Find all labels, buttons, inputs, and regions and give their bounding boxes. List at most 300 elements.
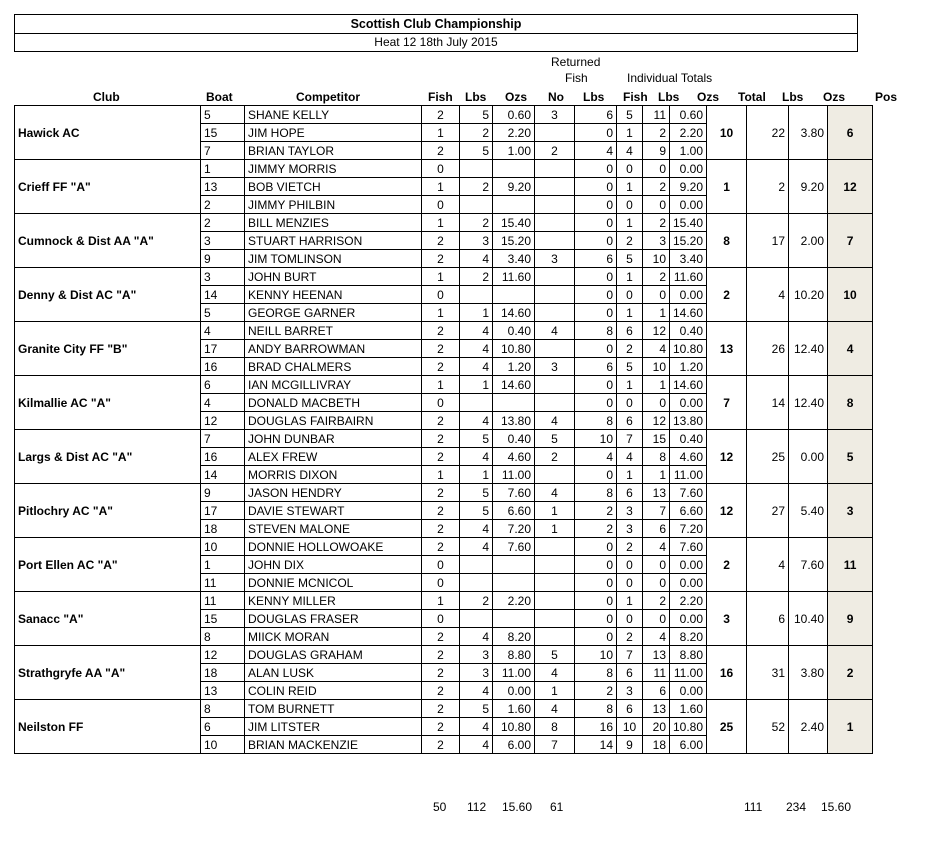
club-position: 5: [828, 430, 873, 484]
lbs-cell: 2: [460, 268, 493, 286]
ind-fish-cell: 0: [617, 196, 643, 214]
ind-fish-cell: 1: [617, 178, 643, 196]
club-total-fish: 2: [707, 538, 747, 592]
table-row: [15, 106, 873, 124]
footer-ozs: 15.60: [502, 800, 533, 814]
boat-cell: 12: [201, 412, 245, 430]
competitor-cell: JIM LITSTER: [245, 718, 422, 736]
lbs-cell: 4: [460, 358, 493, 376]
col-total: Total: [738, 90, 766, 104]
fish-cell: 1: [422, 592, 460, 610]
lbs-cell: 1: [460, 466, 493, 484]
returned-lbs-cell: 0: [575, 286, 617, 304]
col-ind-lbs: Lbs: [658, 90, 680, 104]
ozs-cell: 7.60: [493, 484, 535, 502]
club-position: 11: [828, 538, 873, 592]
table-row: [15, 160, 873, 178]
boat-cell: 17: [201, 340, 245, 358]
ind-fish-cell: 4: [617, 142, 643, 160]
returned-lbs-cell: 6: [575, 358, 617, 376]
ind-ozs-cell: 7.20: [670, 520, 707, 538]
ind-lbs-cell: 0: [643, 160, 670, 178]
returned-lbs-cell: 2: [575, 502, 617, 520]
competitor-cell: DAVIE STEWART: [245, 502, 422, 520]
ind-lbs-cell: 13: [643, 646, 670, 664]
ozs-cell: 15.20: [493, 232, 535, 250]
returned-no-cell: [535, 304, 575, 322]
lbs-cell: 4: [460, 538, 493, 556]
ozs-cell: 8.80: [493, 646, 535, 664]
col-no: No: [548, 90, 564, 104]
returned-lbs-cell: 6: [575, 106, 617, 124]
club-total-lbs: 4: [747, 538, 789, 592]
fish-cell: 1: [422, 268, 460, 286]
boat-cell: 4: [201, 394, 245, 412]
club-position: 3: [828, 484, 873, 538]
ind-lbs-cell: 1: [643, 466, 670, 484]
table-row: [15, 214, 873, 232]
fish-cell: 0: [422, 160, 460, 178]
col-ozs: Ozs: [505, 90, 528, 104]
ind-fish-cell: 7: [617, 430, 643, 448]
club-name: Hawick AC: [15, 106, 201, 160]
ind-fish-cell: 6: [617, 700, 643, 718]
table-row: [15, 268, 873, 286]
competitor-cell: JIM HOPE: [245, 124, 422, 142]
boat-cell: 5: [201, 304, 245, 322]
club-total-ozs: 3.80: [789, 106, 828, 160]
col-lbs: Lbs: [465, 90, 487, 104]
ind-ozs-cell: 4.60: [670, 448, 707, 466]
returned-no-cell: 4: [535, 484, 575, 502]
competitor-cell: MORRIS DIXON: [245, 466, 422, 484]
ind-lbs-cell: 10: [643, 358, 670, 376]
returned-no-cell: 3: [535, 250, 575, 268]
returned-lbs-cell: 0: [575, 124, 617, 142]
ind-ozs-cell: 0.40: [670, 322, 707, 340]
boat-cell: 15: [201, 610, 245, 628]
competitor-cell: COLIN REID: [245, 682, 422, 700]
ind-lbs-cell: 1: [643, 304, 670, 322]
ind-lbs-cell: 0: [643, 574, 670, 592]
club-total-fish: 8: [707, 214, 747, 268]
returned-lbs-cell: 0: [575, 268, 617, 286]
club-name: Cumnock & Dist AA "A": [15, 214, 201, 268]
ozs-cell: 6.00: [493, 736, 535, 754]
competitor-cell: DOUGLAS GRAHAM: [245, 646, 422, 664]
boat-cell: 12: [201, 646, 245, 664]
lbs-cell: 5: [460, 502, 493, 520]
competitor-cell: JIM TOMLINSON: [245, 250, 422, 268]
returned-lbs-cell: 4: [575, 448, 617, 466]
ind-fish-cell: 1: [617, 376, 643, 394]
returned-no-cell: [535, 610, 575, 628]
ind-fish-cell: 0: [617, 394, 643, 412]
club-name: Port Ellen AC "A": [15, 538, 201, 592]
ind-fish-cell: 2: [617, 340, 643, 358]
fish-cell: 1: [422, 466, 460, 484]
ind-ozs-cell: 11.60: [670, 268, 707, 286]
ind-ozs-cell: 0.00: [670, 556, 707, 574]
club-total-lbs: 6: [747, 592, 789, 646]
ozs-cell: 0.00: [493, 682, 535, 700]
lbs-cell: 5: [460, 484, 493, 502]
lbs-cell: 4: [460, 682, 493, 700]
ind-lbs-cell: 15: [643, 430, 670, 448]
returned-lbs-cell: 0: [575, 574, 617, 592]
ind-lbs-cell: 0: [643, 556, 670, 574]
club-name: Strathgryfe AA "A": [15, 646, 201, 700]
ozs-cell: 2.20: [493, 124, 535, 142]
returned-lbs-cell: 16: [575, 718, 617, 736]
ind-lbs-cell: 10: [643, 250, 670, 268]
lbs-cell: 4: [460, 718, 493, 736]
returned-no-cell: [535, 556, 575, 574]
returned-lbs-cell: 0: [575, 232, 617, 250]
ozs-cell: [493, 394, 535, 412]
returned-no-cell: 5: [535, 430, 575, 448]
lbs-cell: [460, 610, 493, 628]
returned-lbs-cell: 14: [575, 736, 617, 754]
lbs-cell: 1: [460, 304, 493, 322]
boat-cell: 2: [201, 196, 245, 214]
footer-lbs: 112: [467, 800, 487, 814]
ind-fish-cell: 9: [617, 736, 643, 754]
competitor-cell: BRIAN MACKENZIE: [245, 736, 422, 754]
boat-cell: 9: [201, 250, 245, 268]
lbs-cell: 2: [460, 214, 493, 232]
returned-lbs-cell: 8: [575, 484, 617, 502]
competitor-cell: ALEX FREW: [245, 448, 422, 466]
club-total-fish: 12: [707, 484, 747, 538]
fish-cell: 2: [422, 358, 460, 376]
returned-no-cell: [535, 178, 575, 196]
ind-fish-cell: 1: [617, 214, 643, 232]
col-boat: Boat: [206, 90, 233, 104]
competitor-cell: DONNIE HOLLOWOAKE: [245, 538, 422, 556]
ozs-cell: 8.20: [493, 628, 535, 646]
returned-lbs-cell: 2: [575, 520, 617, 538]
boat-cell: 18: [201, 520, 245, 538]
lbs-cell: 4: [460, 412, 493, 430]
returned-no-cell: 7: [535, 736, 575, 754]
fish-cell: 2: [422, 340, 460, 358]
club-total-lbs: 14: [747, 376, 789, 430]
ind-lbs-cell: 11: [643, 664, 670, 682]
club-position: 10: [828, 268, 873, 322]
returned-lbs-cell: 0: [575, 466, 617, 484]
lbs-cell: [460, 556, 493, 574]
col-fish: Fish: [428, 90, 453, 104]
boat-cell: 15: [201, 124, 245, 142]
returned-no-cell: 4: [535, 322, 575, 340]
competitor-cell: STEVEN MALONE: [245, 520, 422, 538]
returned-lbs-cell: 0: [575, 610, 617, 628]
competitor-cell: JOHN DIX: [245, 556, 422, 574]
fish-cell: 1: [422, 304, 460, 322]
returned-no-cell: 3: [535, 106, 575, 124]
lbs-cell: 2: [460, 178, 493, 196]
boat-cell: 11: [201, 574, 245, 592]
ozs-cell: 14.60: [493, 376, 535, 394]
club-total-ozs: 2.00: [789, 214, 828, 268]
returned-no-cell: 4: [535, 412, 575, 430]
fish-cell: 2: [422, 430, 460, 448]
ind-lbs-cell: 2: [643, 268, 670, 286]
lbs-cell: 5: [460, 142, 493, 160]
returned-lbs-cell: 0: [575, 214, 617, 232]
ozs-cell: [493, 556, 535, 574]
returned-no-cell: [535, 628, 575, 646]
club-total-ozs: 7.60: [789, 538, 828, 592]
club-name: Kilmallie AC "A": [15, 376, 201, 430]
returned-header-2: Fish: [565, 71, 588, 85]
ind-ozs-cell: 6.60: [670, 502, 707, 520]
ind-fish-cell: 1: [617, 268, 643, 286]
boat-cell: 18: [201, 664, 245, 682]
page-subtitle: Heat 12 18th July 2015: [374, 35, 498, 49]
ind-lbs-cell: 0: [643, 394, 670, 412]
club-total-ozs: 12.40: [789, 322, 828, 376]
fish-cell: 2: [422, 250, 460, 268]
boat-cell: 13: [201, 178, 245, 196]
returned-no-cell: 3: [535, 358, 575, 376]
ind-ozs-cell: 11.00: [670, 466, 707, 484]
competitor-cell: JASON HENDRY: [245, 484, 422, 502]
club-total-ozs: 10.40: [789, 592, 828, 646]
returned-lbs-cell: 10: [575, 430, 617, 448]
ind-fish-cell: 5: [617, 106, 643, 124]
table-row: [15, 484, 873, 502]
lbs-cell: 2: [460, 124, 493, 142]
ind-ozs-cell: 0.00: [670, 160, 707, 178]
returned-no-cell: 2: [535, 142, 575, 160]
boat-cell: 6: [201, 718, 245, 736]
returned-no-cell: [535, 394, 575, 412]
competitor-cell: TOM BURNETT: [245, 700, 422, 718]
ozs-cell: 15.40: [493, 214, 535, 232]
ind-fish-cell: 3: [617, 520, 643, 538]
boat-cell: 14: [201, 286, 245, 304]
individual-totals-header: Individual Totals: [627, 71, 713, 85]
ind-ozs-cell: 1.20: [670, 358, 707, 376]
returned-no-cell: [535, 376, 575, 394]
table-row: [15, 646, 873, 664]
ind-lbs-cell: 2: [643, 124, 670, 142]
fish-cell: 2: [422, 628, 460, 646]
returned-lbs-cell: 0: [575, 304, 617, 322]
ozs-cell: [493, 574, 535, 592]
club-total-fish: 1: [707, 160, 747, 214]
ind-ozs-cell: 7.60: [670, 538, 707, 556]
ind-lbs-cell: 6: [643, 520, 670, 538]
club-total-lbs: 17: [747, 214, 789, 268]
returned-no-cell: 4: [535, 700, 575, 718]
boat-cell: 7: [201, 142, 245, 160]
club-total-fish: 7: [707, 376, 747, 430]
fish-cell: 2: [422, 142, 460, 160]
ozs-cell: 1.60: [493, 700, 535, 718]
ind-lbs-cell: 2: [643, 178, 670, 196]
competitor-cell: DOUGLAS FAIRBAIRN: [245, 412, 422, 430]
returned-lbs-cell: 0: [575, 556, 617, 574]
fish-cell: 1: [422, 178, 460, 196]
ind-ozs-cell: 0.00: [670, 286, 707, 304]
club-total-fish: 12: [707, 430, 747, 484]
col-total-ozs: Ozs: [823, 90, 846, 104]
table-row: [15, 538, 873, 556]
returned-lbs-cell: 0: [575, 376, 617, 394]
ind-lbs-cell: 18: [643, 736, 670, 754]
club-total-fish: 16: [707, 646, 747, 700]
club-position: 12: [828, 160, 873, 214]
col-pos: Pos: [875, 90, 898, 104]
table-row: [15, 430, 873, 448]
fish-cell: 1: [422, 214, 460, 232]
lbs-cell: 2: [460, 592, 493, 610]
returned-no-cell: [535, 160, 575, 178]
ind-ozs-cell: 6.00: [670, 736, 707, 754]
returned-lbs-cell: 8: [575, 412, 617, 430]
club-total-ozs: 2.40: [789, 700, 828, 754]
ozs-cell: 9.20: [493, 178, 535, 196]
competitor-cell: BILL MENZIES: [245, 214, 422, 232]
ind-lbs-cell: 0: [643, 196, 670, 214]
ozs-cell: 11.00: [493, 664, 535, 682]
ind-fish-cell: 5: [617, 250, 643, 268]
returned-lbs-cell: 8: [575, 700, 617, 718]
club-total-lbs: 22: [747, 106, 789, 160]
ind-lbs-cell: 13: [643, 700, 670, 718]
ind-lbs-cell: 4: [643, 628, 670, 646]
fish-cell: 0: [422, 394, 460, 412]
fish-cell: 1: [422, 124, 460, 142]
footer-no: 61: [550, 800, 564, 814]
fish-cell: 0: [422, 610, 460, 628]
boat-cell: 1: [201, 160, 245, 178]
competitor-cell: SHANE KELLY: [245, 106, 422, 124]
boat-cell: 4: [201, 322, 245, 340]
returned-no-cell: 1: [535, 682, 575, 700]
returned-no-cell: 1: [535, 520, 575, 538]
club-name: Sanacc "A": [15, 592, 201, 646]
ind-fish-cell: 2: [617, 628, 643, 646]
returned-lbs-cell: 0: [575, 178, 617, 196]
boat-cell: 14: [201, 466, 245, 484]
ind-ozs-cell: 0.00: [670, 574, 707, 592]
returned-no-cell: [535, 232, 575, 250]
fish-cell: 2: [422, 700, 460, 718]
ind-ozs-cell: 15.40: [670, 214, 707, 232]
competitor-cell: NEILL BARRET: [245, 322, 422, 340]
competitor-cell: MIICK MORAN: [245, 628, 422, 646]
ind-ozs-cell: 0.60: [670, 106, 707, 124]
returned-header-1: Returned: [551, 55, 601, 69]
ind-ozs-cell: 8.20: [670, 628, 707, 646]
ind-ozs-cell: 0.00: [670, 394, 707, 412]
fish-cell: 2: [422, 502, 460, 520]
club-name: Crieff FF "A": [15, 160, 201, 214]
lbs-cell: [460, 394, 493, 412]
table-row: [15, 376, 873, 394]
club-total-ozs: 12.40: [789, 376, 828, 430]
club-total-fish: 25: [707, 700, 747, 754]
returned-lbs-cell: 0: [575, 160, 617, 178]
returned-lbs-cell: 4: [575, 142, 617, 160]
returned-lbs-cell: 8: [575, 664, 617, 682]
ind-fish-cell: 5: [617, 358, 643, 376]
boat-cell: 3: [201, 268, 245, 286]
club-total-lbs: 26: [747, 322, 789, 376]
club-name: Granite City FF "B": [15, 322, 201, 376]
col-total-lbs: Lbs: [782, 90, 804, 104]
returned-no-cell: [535, 340, 575, 358]
footer-total: 111: [744, 800, 763, 814]
ind-lbs-cell: 4: [643, 340, 670, 358]
ind-ozs-cell: 15.20: [670, 232, 707, 250]
returned-no-cell: 1: [535, 502, 575, 520]
results-table: [14, 105, 873, 754]
club-total-ozs: 0.00: [789, 430, 828, 484]
lbs-cell: 3: [460, 646, 493, 664]
ind-ozs-cell: 10.80: [670, 340, 707, 358]
lbs-cell: [460, 574, 493, 592]
ind-ozs-cell: 0.00: [670, 610, 707, 628]
club-total-fish: 10: [707, 106, 747, 160]
fish-cell: 2: [422, 682, 460, 700]
ind-ozs-cell: 0.00: [670, 682, 707, 700]
fish-cell: 2: [422, 664, 460, 682]
fish-cell: 2: [422, 718, 460, 736]
returned-lbs-cell: 0: [575, 592, 617, 610]
returned-lbs-cell: 10: [575, 646, 617, 664]
boat-cell: 5: [201, 106, 245, 124]
ozs-cell: 10.80: [493, 340, 535, 358]
competitor-cell: JIMMY PHILBIN: [245, 196, 422, 214]
fish-cell: 1: [422, 376, 460, 394]
lbs-cell: 4: [460, 448, 493, 466]
returned-lbs-cell: 0: [575, 538, 617, 556]
competitor-cell: KENNY HEENAN: [245, 286, 422, 304]
returned-no-cell: [535, 466, 575, 484]
ozs-cell: [493, 160, 535, 178]
ind-ozs-cell: 2.20: [670, 124, 707, 142]
fish-cell: 0: [422, 556, 460, 574]
boat-cell: 3: [201, 232, 245, 250]
lbs-cell: 5: [460, 106, 493, 124]
lbs-cell: 1: [460, 376, 493, 394]
club-name: Denny & Dist AC "A": [15, 268, 201, 322]
competitor-cell: JIMMY MORRIS: [245, 160, 422, 178]
fish-cell: 2: [422, 448, 460, 466]
col-returned-lbs: Lbs: [583, 90, 605, 104]
fish-cell: 2: [422, 646, 460, 664]
fish-cell: 2: [422, 538, 460, 556]
ozs-cell: 11.60: [493, 268, 535, 286]
ind-fish-cell: 1: [617, 592, 643, 610]
ozs-cell: 7.20: [493, 520, 535, 538]
fish-cell: 2: [422, 232, 460, 250]
fish-cell: 2: [422, 412, 460, 430]
club-total-fish: 2: [707, 268, 747, 322]
ozs-cell: 1.00: [493, 142, 535, 160]
competitor-cell: DOUGLAS FRASER: [245, 610, 422, 628]
returned-no-cell: [535, 268, 575, 286]
club-total-lbs: 27: [747, 484, 789, 538]
returned-lbs-cell: 0: [575, 628, 617, 646]
returned-no-cell: [535, 196, 575, 214]
ozs-cell: 13.80: [493, 412, 535, 430]
